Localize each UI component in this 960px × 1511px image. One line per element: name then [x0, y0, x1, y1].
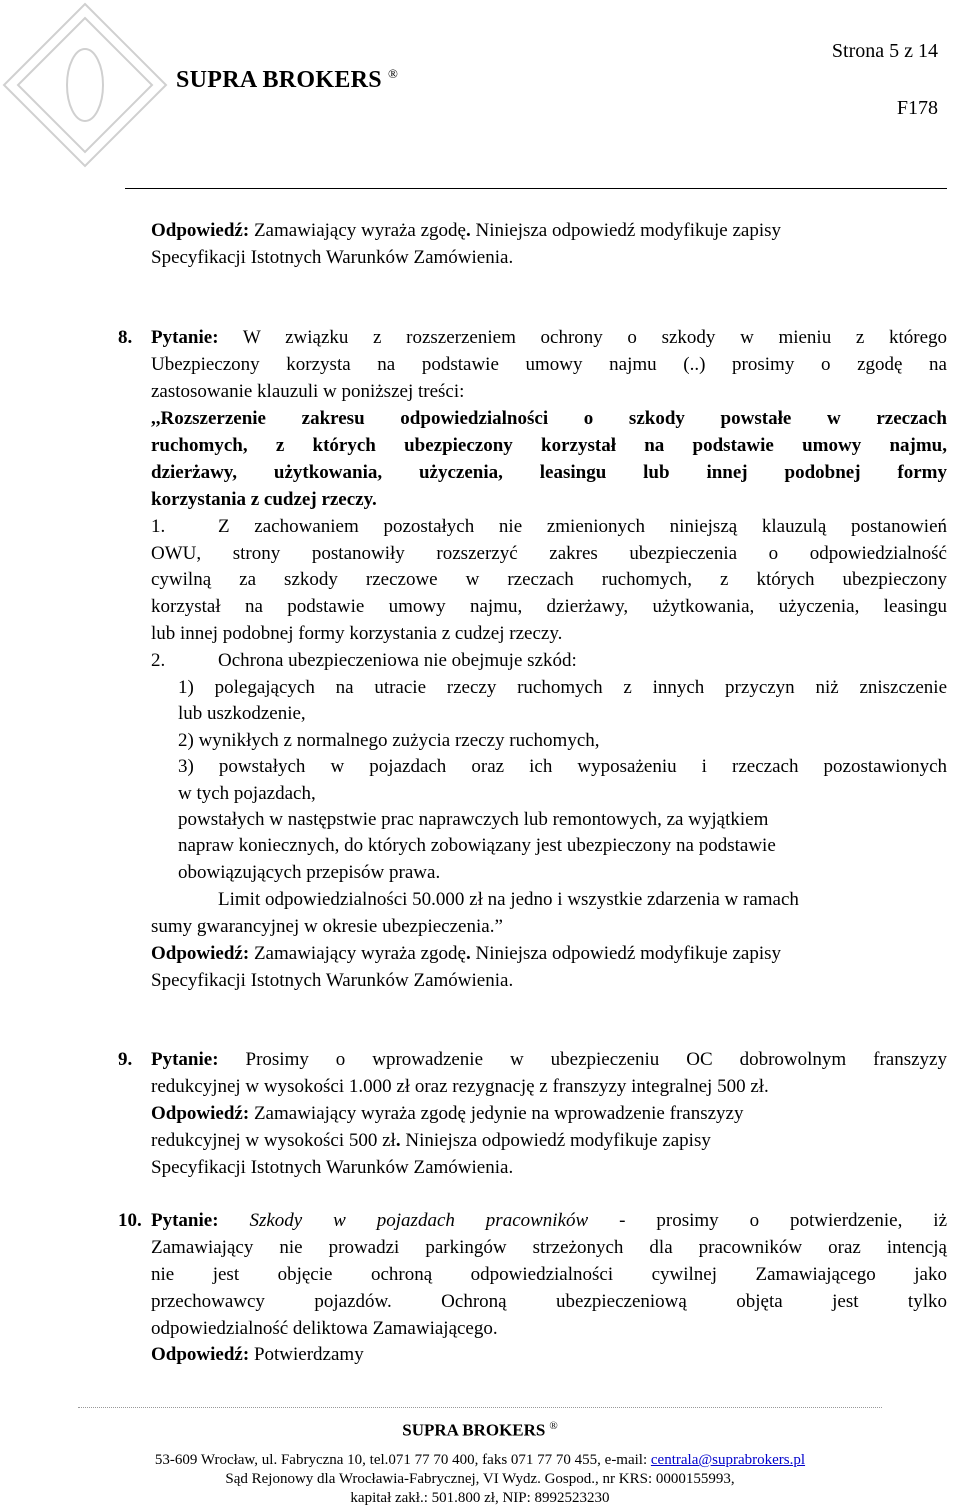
clause-point-1-line: lub innej podobnej formy korzystania z cudzej rzeczy. — [151, 623, 563, 644]
clause-point-1-line: korzystał na podstawie umowy najmu, dzierżawy, użytkowania, użyczenia, leasingu — [151, 596, 947, 617]
diamond-logo-icon — [0, 0, 170, 175]
footer-brand: SUPRA BROKERS ® — [402, 1420, 558, 1440]
limit-line: Limit odpowiedzialności 50.000 zł na jedno i wszystkie zdarzenia w ramach — [218, 889, 799, 910]
answer-8-line: Odpowiedź: Zamawiający wyraża zgodę. Niniejsza odpowiedź modyfikuje zapisy — [151, 943, 781, 964]
clause-point-1-number: 1. — [151, 516, 166, 537]
answer-8-line: Specyfikacji Istotnych Warunków Zamówienia. — [151, 970, 514, 991]
footer-address: 53-609 Wrocław, ul. Fabryczna 10, tel.071 77 70 400, faks 071 77 70 455, e-mail: centrala@suprabrokers.pl — [154, 1452, 806, 1468]
footer-email-link[interactable]: centrala@suprabrokers.pl — [650, 1452, 806, 1468]
clause-point-2-number: 2. — [151, 650, 166, 671]
footer-capital: kapitał zakł.: 501.800 zł, NIP: 8992523230 — [350, 1490, 610, 1506]
answer-9-line: redukcyjnej w wysokości 500 zł. Niniejsza odpowiedź modyfikuje zapisy — [151, 1130, 711, 1151]
footer-rule — [78, 1407, 882, 1408]
question-9-number: 9. — [118, 1049, 133, 1070]
question-8-line: Pytanie: W związku z rozszerzeniem ochrony o szkody w mieniu z którego — [151, 327, 947, 348]
question-10-line: przechowawcy pojazdów. Ochroną ubezpieczeniową objęta jest tylko — [151, 1291, 947, 1312]
question-9-line: Pytanie: Prosimy o wprowadzenie w ubezpieczeniu OC dobrowolnym franszyzy — [151, 1049, 947, 1070]
clause-point-1-line: OWU, strony postanowiły rozszerzyć zakres ubezpieczenia o odpowiedzialność — [151, 543, 947, 564]
exclusion-2-line: 2) wynikłych z normalnego zużycia rzeczy ruchomych, — [178, 730, 600, 751]
exclusion-3-line: 3) powstałych w pojazdach oraz ich wyposażeniu i rzeczach pozostawionych — [178, 756, 947, 777]
question-8-line: zastosowanie klauzuli w poniższej treści: — [151, 381, 465, 402]
header-rule — [125, 188, 947, 189]
question-8-line: Ubezpieczony korzysta na podstawie umowy najmu (..) prosimy o zgodę na — [151, 354, 947, 375]
limit-line: sumy gwarancyjnej w okresie ubezpieczenia.” — [151, 916, 503, 937]
question-10-line: Zamawiający nie prowadzi parkingów strzeżonych dla pracowników oraz intencją — [151, 1237, 947, 1258]
page-number: Strona 5 z 14 — [831, 40, 938, 62]
question-10-line: odpowiedzialność deliktowa Zamawiającego. — [151, 1318, 498, 1339]
question-8-number: 8. — [118, 327, 133, 348]
exclusion-4-line: obowiązujących przepisów prawa. — [178, 862, 441, 883]
document-code: F178 — [896, 97, 938, 119]
question-10-number: 10. — [118, 1210, 142, 1231]
question-9-line: redukcyjnej w wysokości 1.000 zł oraz rezygnację z franszyzy integralnej 500 zł. — [151, 1076, 769, 1097]
answer-7-line: Specyfikacji Istotnych Warunków Zamówienia. — [151, 247, 514, 268]
exclusion-4-line: powstałych w następstwie prac naprawczych lub remontowych, za wyjątkiem — [178, 809, 769, 830]
clause-title-line: ,,Rozszerzenie zakresu odpowiedzialności o szkody powstałe w rzeczach — [151, 408, 947, 429]
answer-9-line: Odpowiedź: Zamawiający wyraża zgodę jedynie na wprowadzenie franszyzy — [151, 1103, 744, 1124]
clause-point-1-line: cywilną za szkody rzeczowe w rzeczach ruchomych, z których ubezpieczony — [151, 569, 947, 590]
clause-point-1-line: Z zachowaniem pozostałych nie zmienionych niniejszą klauzulą postanowień — [218, 516, 947, 537]
clause-point-2-line: Ochrona ubezpieczeniowa nie obejmuje szkód: — [218, 650, 577, 671]
clause-title-line: dzierżawy, użytkowania, użyczenia, leasingu lub innej podobnej formy — [151, 462, 947, 483]
answer-9-line: Specyfikacji Istotnych Warunków Zamówienia. — [151, 1157, 514, 1178]
exclusion-1-line: 1) polegających na utracie rzeczy ruchomych z innych przyczyn niż zniszczenie — [178, 677, 947, 698]
exclusion-1-line: lub uszkodzenie, — [178, 703, 306, 724]
header-brand: SUPRA BROKERS ® — [176, 66, 399, 93]
clause-title-line: ruchomych, z których ubezpieczony korzystał na podstawie umowy najmu, — [151, 435, 947, 456]
answer-7-line: Odpowiedź: Zamawiający wyraża zgodę. Niniejsza odpowiedź modyfikuje zapisy — [151, 220, 781, 241]
exclusion-4-line: napraw koniecznych, do których zobowiązany jest ubezpieczony na podstawie — [178, 835, 776, 856]
answer-10-line: Odpowiedź: Potwierdzamy — [151, 1344, 364, 1365]
question-10-line: Pytanie: Szkody w pojazdach pracowników - prosimy o potwierdzenie, iż — [151, 1210, 947, 1231]
question-10-line: nie jest objęcie ochroną odpowiedzialności cywilnej Zamawiającego jako — [151, 1264, 947, 1285]
exclusion-3-line: w tych pojazdach, — [178, 783, 316, 804]
clause-title-line: korzystania z cudzej rzeczy. — [151, 489, 377, 510]
footer-registry: Sąd Rejonowy dla Wrocławia-Fabrycznej, VI Wydz. Gospod., nr KRS: 0000155993, — [225, 1471, 735, 1487]
